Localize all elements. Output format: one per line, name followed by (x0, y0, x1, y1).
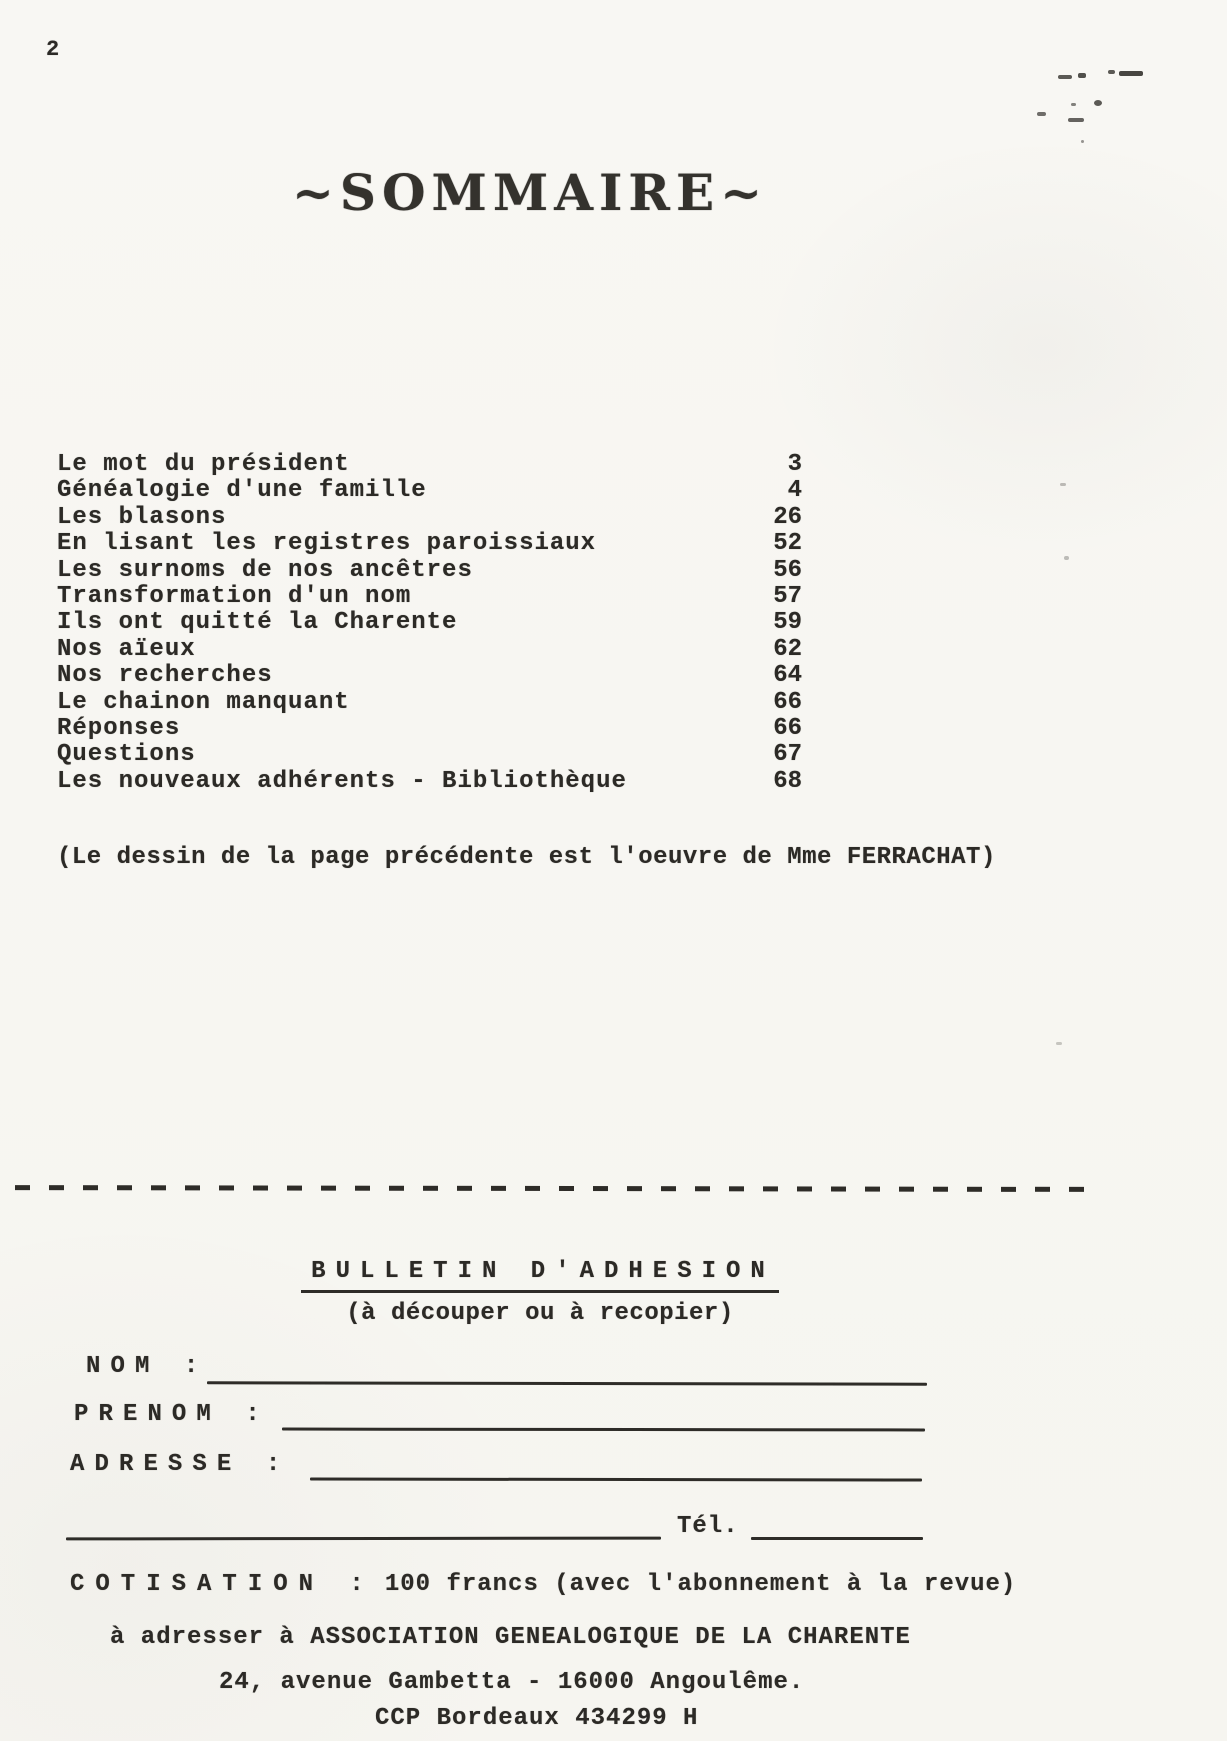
toc-entry-page-number: 52 (773, 530, 802, 558)
bulletin-heading-wrap (0, 1258, 1080, 1293)
toc-entry-page-number: 66 (773, 688, 802, 716)
toc-entry (57, 530, 802, 556)
bulletin-subheading-wrap (0, 1300, 1080, 1327)
adresse-field-label: ADRESSE : (70, 1451, 291, 1478)
ink-smudge (1037, 112, 1046, 116)
ink-smudge (1078, 73, 1086, 78)
nom-write-in-line (207, 1381, 927, 1386)
association-address-line: à adresser à ASSOCIATION GENEALOGIQUE DE LA CHARENTE (110, 1624, 911, 1651)
toc-entry-page-number: 3 (787, 451, 802, 478)
toc-entry-label: Ils ont quitté la Charente (57, 609, 458, 637)
table-of-contents (57, 451, 802, 794)
street-address-line: 24, avenue Gambetta - 16000 Angoulême. (219, 1669, 805, 1696)
ink-smudge (1094, 100, 1102, 106)
toc-entry-page-number: 62 (773, 635, 802, 663)
dashed-cut-line (15, 1185, 1087, 1192)
toc-entry-page-number: 59 (773, 609, 802, 637)
adresse-write-in-line-2 (66, 1537, 661, 1541)
ink-smudge (1060, 483, 1066, 486)
toc-entry-label: Généalogie d'une famille (57, 477, 427, 505)
nom-field-label: NOM : (86, 1353, 209, 1380)
ink-smudge (1058, 75, 1072, 79)
toc-entry-page-number: 66 (773, 714, 802, 742)
toc-entry (57, 504, 802, 530)
bulletin-subheading: (à découper ou à recopier) (346, 1300, 734, 1327)
toc-entry-label: En lisant les registres paroissiaux (57, 530, 597, 558)
toc-entry-label: Nos aïeux (57, 635, 196, 663)
ink-smudge (1119, 71, 1143, 76)
toc-entry-page-number: 64 (773, 662, 802, 690)
toc-entry-page-number: 57 (773, 582, 802, 610)
prenom-field-label: PRENOM : (74, 1401, 270, 1428)
adresse-write-in-line (310, 1477, 922, 1481)
bulletin-heading: BULLETIN D'ADHESION (301, 1258, 779, 1293)
toc-entry-label: Les nouveaux adhérents - Bibliothèque (57, 767, 627, 795)
cotisation-label: COTISATION : (70, 1571, 375, 1598)
toc-entry (57, 636, 802, 662)
toc-entry-label: Transformation d'un nom (57, 582, 412, 610)
toc-entry-label: Le chainon manquant (57, 688, 350, 716)
toc-entry-page-number: 56 (773, 556, 802, 584)
toc-entry (57, 662, 802, 688)
toc-entry-label: Le mot du président (57, 451, 350, 478)
toc-entry (57, 715, 802, 741)
tel-field-label: Tél. (677, 1513, 739, 1540)
prenom-write-in-line (282, 1428, 925, 1432)
toc-entry (57, 583, 802, 609)
ink-smudge (1056, 1042, 1062, 1045)
tel-write-in-line (751, 1537, 923, 1540)
ink-smudge (1068, 118, 1084, 122)
toc-entry-page-number: 4 (787, 477, 802, 505)
toc-entry-label: Nos recherches (57, 662, 273, 690)
ccp-account-line: CCP Bordeaux 434299 H (375, 1705, 699, 1732)
toc-entry (57, 477, 802, 503)
page-number: 2 (46, 37, 61, 62)
page-title: ~SOMMAIRE~ (292, 163, 768, 222)
toc-entry-page-number: 67 (773, 741, 802, 769)
ink-smudge (1064, 556, 1069, 560)
toc-entry (57, 451, 802, 477)
toc-entry (57, 609, 802, 635)
toc-entry-page-number: 68 (773, 767, 802, 795)
ink-smudge (1108, 70, 1115, 74)
cotisation-value: 100 francs (avec l'abonnement à la revue) (384, 1571, 1017, 1598)
ink-smudge (1081, 140, 1084, 143)
cotisation-row (70, 1572, 1016, 1598)
ink-smudge (1071, 103, 1076, 106)
toc-entry (57, 557, 802, 583)
toc-entry-page-number: 26 (773, 503, 802, 531)
drawing-credit-note: (Le dessin de la page précédente est l'oeuvre de Mme FERRACHAT) (57, 844, 996, 871)
toc-entry (57, 768, 802, 794)
toc-entry-label: Questions (57, 741, 196, 769)
toc-entry (57, 741, 802, 767)
toc-entry-label: Les blasons (57, 503, 227, 531)
toc-entry (57, 689, 802, 715)
toc-entry-label: Réponses (57, 714, 181, 742)
toc-entry-label: Les surnoms de nos ancêtres (57, 556, 473, 584)
